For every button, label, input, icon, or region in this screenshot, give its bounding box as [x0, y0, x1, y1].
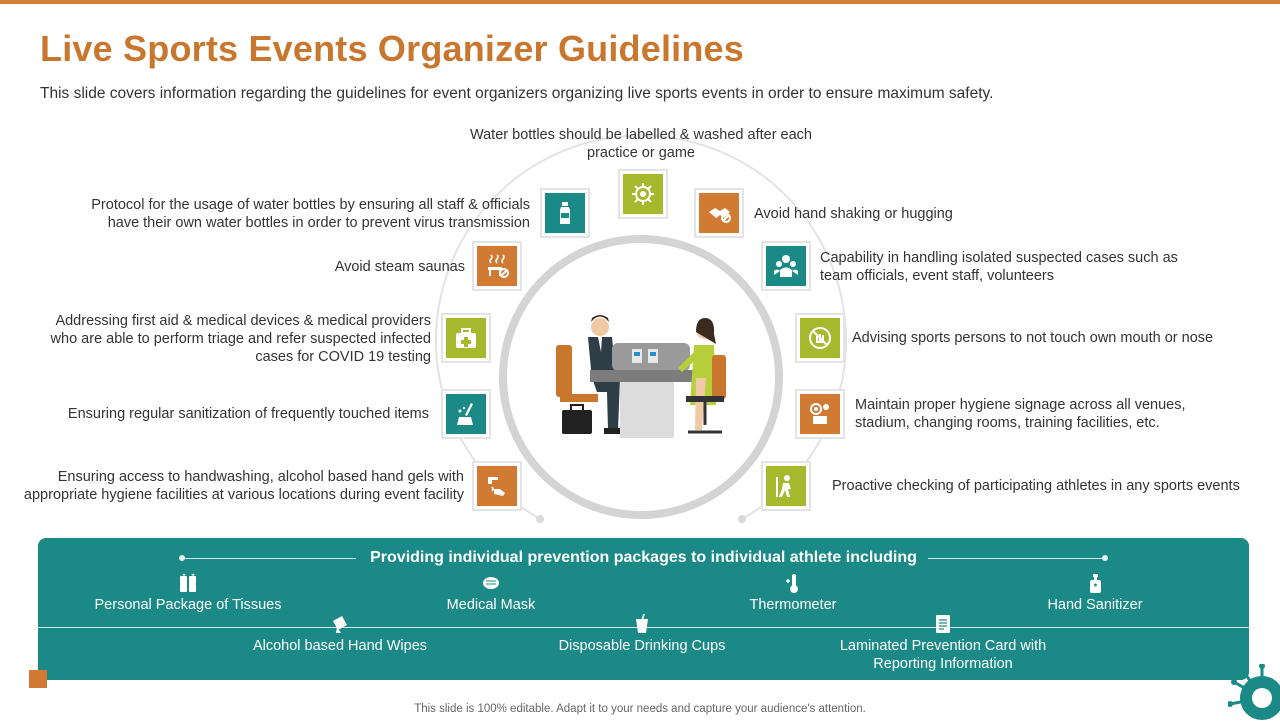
hygiene-signage-icon	[795, 389, 845, 439]
drinking-cup-icon	[631, 613, 653, 635]
package-label: Alcohol based Hand Wipes	[252, 638, 428, 654]
guideline-top: Water bottles should be labelled & washed after each practice or game	[469, 127, 813, 161]
tissues-icon	[177, 572, 199, 594]
guideline-left-1: Protocol for the usage of water bottles by ensuring all staff & officials have their own water bottles in order to prevent virus transmission	[91, 197, 530, 231]
package-item-thermometer	[683, 572, 903, 614]
panel-title: Providing individual prevention packages to individual athlete including	[370, 549, 917, 566]
package-item-cups	[532, 613, 752, 655]
no-handshake-icon	[694, 188, 744, 238]
guideline-left-3: Addressing first aid & medical devices & medical providers who are able to perform triage and refer suspected infected cases for COVID 19 testing	[50, 313, 431, 365]
water-bottle-icon	[540, 188, 590, 238]
package-label: Laminated Prevention Card with Reporting Information	[839, 638, 1047, 672]
package-item-sanitizer	[985, 572, 1205, 614]
guideline-right-1: Avoid hand shaking or hugging	[754, 206, 953, 222]
thermometer-icon	[782, 572, 804, 594]
page-subtitle: This slide covers information regarding the guidelines for event organizers organizing live sports events in order to ensure maximum safety.	[40, 85, 994, 102]
first-aid-kit-icon	[441, 313, 491, 363]
arc-end-dot-left	[536, 515, 544, 523]
package-item-card	[813, 613, 1073, 673]
prevention-card-icon	[932, 613, 954, 635]
package-item-tissues	[78, 572, 298, 614]
package-label: Hand Sanitizer	[1047, 597, 1143, 613]
corner-accent-square	[29, 670, 47, 688]
group-people-icon	[761, 241, 811, 291]
package-label: Personal Package of Tissues	[94, 597, 282, 613]
footer-note: This slide is 100% editable. Adapt it to your needs and capture your audience's attention.	[414, 703, 866, 715]
guideline-right-5: Proactive checking of participating athletes in any sports events	[832, 478, 1240, 494]
package-item-mask	[381, 572, 601, 614]
package-label: Thermometer	[749, 597, 837, 613]
package-label: Disposable Drinking Cups	[558, 638, 726, 654]
hand-wipes-icon	[329, 613, 351, 635]
page-title: Live Sports Events Organizer Guidelines	[40, 28, 744, 69]
arc-end-dot-right	[738, 515, 746, 523]
no-sauna-icon	[472, 241, 522, 291]
guideline-right-4: Maintain proper hygiene signage across all venues, stadium, changing rooms, training facilities, etc.	[855, 397, 1186, 431]
hand-sanitizer-icon	[1084, 572, 1106, 594]
package-label: Medical Mask	[446, 597, 536, 613]
virus-bottle-icon	[618, 169, 668, 219]
guideline-left-5: Ensuring access to handwashing, alcohol based hand gels with appropriate hygiene facilities at various locations during event facility	[23, 469, 464, 503]
package-item-wipes	[230, 613, 450, 655]
guideline-right-2: Capability in handling isolated suspected cases such as team officials, event staff, volunteers	[820, 250, 1178, 284]
prevention-package-panel	[38, 538, 1249, 680]
guideline-left-2: Avoid steam saunas	[334, 259, 465, 275]
guideline-right-3: Advising sports persons to not touch own mouth or nose	[852, 330, 1214, 346]
virus-decoration-icon	[1228, 664, 1280, 724]
guideline-left-4: Ensuring regular sanitization of frequently touched items	[67, 406, 429, 422]
sanitization-icon	[441, 389, 491, 439]
no-touch-face-icon	[795, 313, 845, 363]
handwashing-icon	[472, 461, 522, 511]
athlete-check-icon	[761, 461, 811, 511]
medical-mask-icon	[480, 572, 502, 594]
